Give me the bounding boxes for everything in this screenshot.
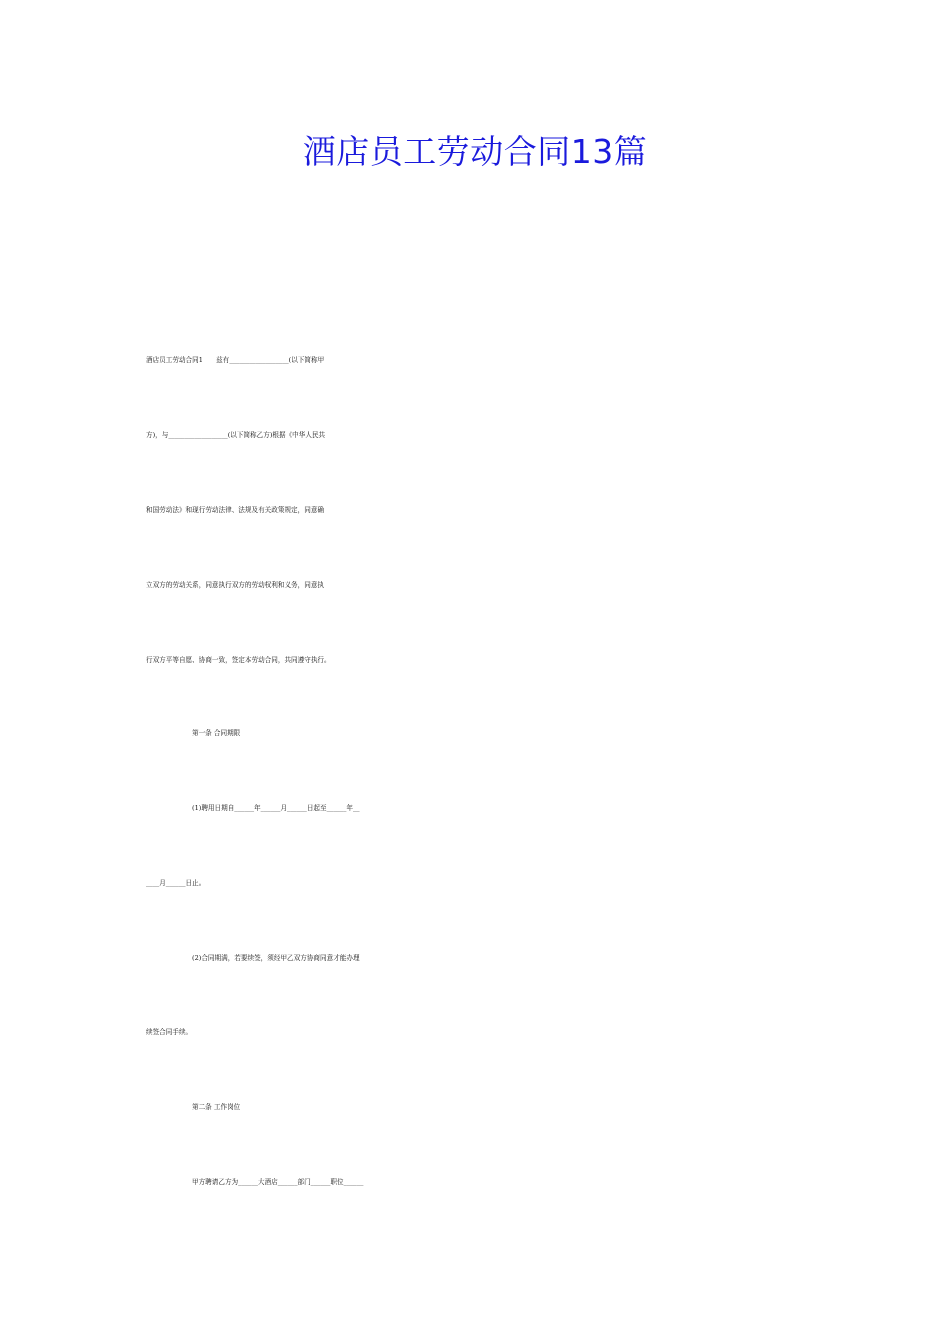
clause-2-line-2: 续签合同手续。 <box>146 1028 193 1036</box>
paragraph-line-4: 立双方的劳动关系，同意执行双方的劳动权利和义务，同意执 <box>146 581 325 589</box>
paragraph-line-1: 酒店员工劳动合同1 兹有__________________(以下简称甲 <box>146 356 325 364</box>
paragraph-line-3: 和国劳动法》和现行劳动法律、法规及有关政策规定，同意确 <box>146 506 325 514</box>
article-1-heading: 第一条 合同期限 <box>192 729 241 737</box>
article-2-heading: 第二条 工作岗位 <box>192 1103 241 1111</box>
article-2-line-1: 甲方聘请乙方为______大酒店______部门______职位______ <box>192 1178 364 1186</box>
clause-2-line-1: (2)合同期满，若要续签，须经甲乙双方协商同意才能办理 <box>192 954 360 962</box>
clause-1-line-1: (1)聘用日期自______年______月______日起至______年__ <box>192 804 360 812</box>
clause-1-line-2: ____月______日止。 <box>146 879 206 887</box>
document-title: 酒店员工劳动合同13篇 <box>302 132 648 171</box>
paragraph-line-5: 行双方平等自愿、协商一致，签定本劳动合同，共同遵守执行。 <box>146 656 331 664</box>
paragraph-line-2: 方)，与__________________(以下简称乙方)根据《中华人民共 <box>146 431 326 439</box>
